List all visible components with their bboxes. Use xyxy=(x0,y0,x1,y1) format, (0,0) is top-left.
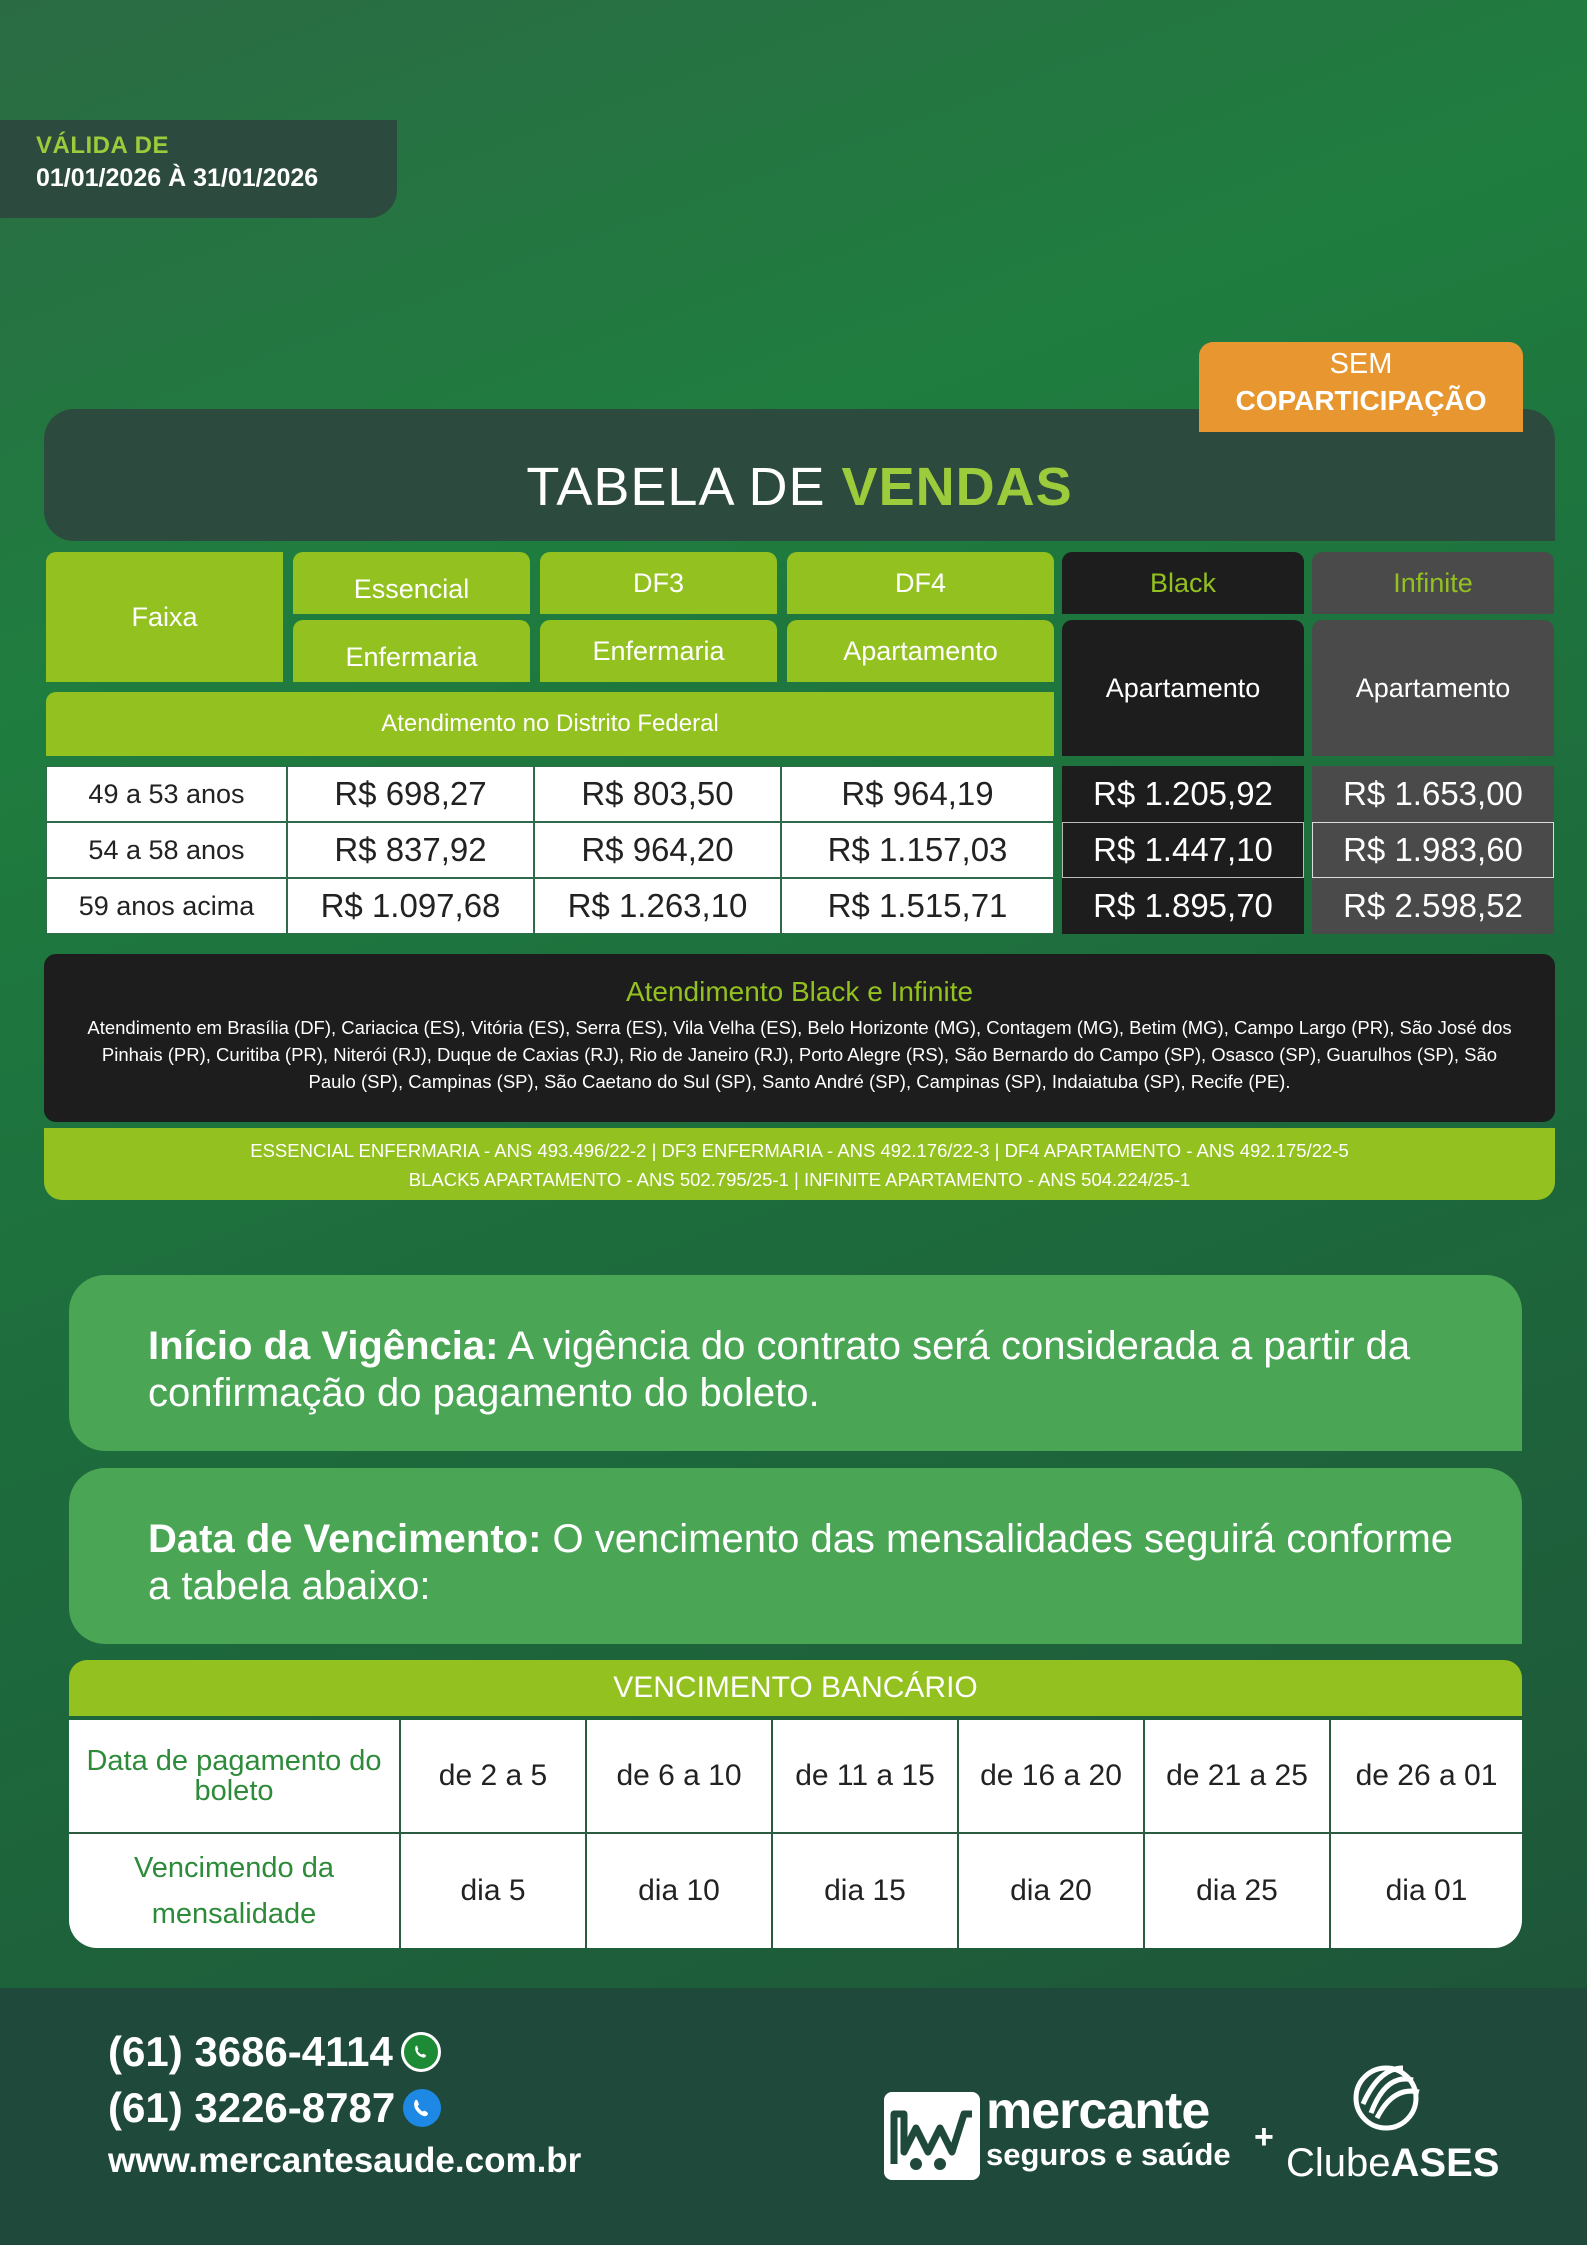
clube-ases-name xyxy=(1286,2141,1500,2186)
row2-essencial: R$ 837,92 xyxy=(287,822,534,878)
row3-black: R$ 1.895,70 xyxy=(1062,878,1304,934)
mercante-logo-icon xyxy=(884,2092,980,2180)
title-highlight: VENDAS xyxy=(841,457,1073,517)
plan-essencial-name: Essencial xyxy=(293,552,530,614)
venc-row1-label: Data de pagamento do boleto xyxy=(69,1720,401,1834)
plan-df3-name: DF3 xyxy=(540,552,777,614)
due-day-cell: dia 5 xyxy=(401,1834,587,1948)
vigencia-label: Início da Vigência: xyxy=(148,1324,499,1368)
black-infinite-heading: Atendimento Black e Infinite xyxy=(625,976,974,1007)
phone-landline-row[interactable] xyxy=(108,2080,581,2136)
black-infinite-cities: Atendimento em Brasília (DF), Cariacica (ES), Vitória (ES), Serra (ES), Vila Velha (ES), Belo Horizonte (MG), Contagem (MG), Betim (MG), Campo Largo (PR), São José dos Pinhais (PR), Curitiba (PR), Niterói (RJ), Duque de Caxias (RJ), Rio de Janeiro (RJ), Porto Alegre (RS), São Bernardo do Campo (SP), Osasco (SP), Guarulhos (SP), São Paulo (SP), Campinas (SP), São Caetano do Sul (SP), Santo André (SP), Campinas (SP), Indaiatuba (SP), Recife (PE). xyxy=(87,1017,1512,1092)
venc-row2-label: Vencimendo da mensalidade xyxy=(69,1834,401,1948)
payment-range-cell: de 26 a 01 xyxy=(1331,1720,1522,1834)
region-note: Atendimento no Distrito Federal xyxy=(46,692,1054,756)
whatsapp-icon xyxy=(401,2032,441,2072)
plan-df4-accommodation: Apartamento xyxy=(787,620,1054,682)
row3-infinite: R$ 2.598,52 xyxy=(1312,878,1554,934)
plan-essencial-accommodation: Enfermaria xyxy=(293,620,530,682)
row3-df3: R$ 1.263,10 xyxy=(534,878,781,934)
vencimento-label: Data de Vencimento: xyxy=(148,1517,542,1561)
payment-range-cell: de 11 a 15 xyxy=(773,1720,959,1834)
vigencia-box xyxy=(69,1275,1522,1451)
contact-block xyxy=(108,2024,581,2186)
row1-age: 49 a 53 anos xyxy=(46,766,287,822)
payment-range-cell: de 16 a 20 xyxy=(959,1720,1145,1834)
validity-dates: 01/01/2026 À 31/01/2026 xyxy=(36,164,319,192)
row2-df3: R$ 964,20 xyxy=(534,822,781,878)
due-day-cell: dia 10 xyxy=(587,1834,773,1948)
plan-df4-name: DF4 xyxy=(787,552,1054,614)
row2-df4: R$ 1.157,03 xyxy=(781,822,1054,878)
website-link[interactable]: www.mercantesaude.com.br xyxy=(108,2141,582,2180)
mercante-logo-text xyxy=(986,2084,1231,2172)
row2-black: R$ 1.447,10 xyxy=(1062,822,1304,878)
validity-tag xyxy=(0,120,397,218)
row3-age: 59 anos acima xyxy=(46,878,287,934)
phone1[interactable]: (61) 3686-4114 xyxy=(108,2028,393,2075)
vencimento-text: O vencimento das mensalidades seguirá conforme a tabela abaixo: xyxy=(148,1517,1454,1608)
payment-range-cell: de 21 a 25 xyxy=(1145,1720,1331,1834)
badge-line2: COPARTICIPAÇÃO xyxy=(1235,385,1487,416)
ases-word: ASES xyxy=(1390,2141,1500,2185)
plan-infinite-name: Infinite xyxy=(1312,552,1554,614)
payment-range-cell: de 2 a 5 xyxy=(401,1720,587,1834)
plan-black-accommodation: Apartamento xyxy=(1062,620,1304,756)
clube-ases-logo xyxy=(1286,2058,1500,2188)
row1-df4: R$ 964,19 xyxy=(781,766,1054,822)
no-copay-badge xyxy=(1199,342,1523,432)
vencimento-box xyxy=(69,1468,1522,1644)
title-prefix: TABELA DE xyxy=(526,457,826,517)
row3-essencial: R$ 1.097,68 xyxy=(287,878,534,934)
row1-df3: R$ 803,50 xyxy=(534,766,781,822)
plan-df3-accommodation: Enfermaria xyxy=(540,620,777,682)
due-day-cell: dia 15 xyxy=(773,1834,959,1948)
row3-df4: R$ 1.515,71 xyxy=(781,878,1054,934)
venc-table-title: VENCIMENTO BANCÁRIO xyxy=(69,1660,1522,1716)
payment-range-cell: de 6 a 10 xyxy=(587,1720,773,1834)
mercante-name: mercante xyxy=(986,2082,1210,2140)
row1-essencial: R$ 698,27 xyxy=(287,766,534,822)
vigencia-text: A vigência do contrato será considerada a partir da confirmação do pagamento do boleto. xyxy=(148,1324,1411,1415)
plan-black-name: Black xyxy=(1062,552,1304,614)
phone-icon xyxy=(403,2089,441,2127)
row2-infinite: R$ 1.983,60 xyxy=(1312,822,1554,878)
mercante-subtitle: seguros e saúde xyxy=(986,2137,1231,2172)
clube-word: Clube xyxy=(1286,2141,1391,2185)
faixa-header: Faixa xyxy=(46,552,283,682)
ans-line2: BLACK5 APARTAMENTO - ANS 502.795/25-1 | INFINITE APARTAMENTO - ANS 504.224/25-1 xyxy=(408,1169,1191,1190)
row1-black: R$ 1.205,92 xyxy=(1062,766,1304,822)
validity-label: VÁLIDA DE xyxy=(36,132,169,159)
brand-plus: + xyxy=(1254,2118,1274,2156)
ans-registry-panel xyxy=(44,1128,1555,1200)
page-title xyxy=(526,456,1072,518)
venc-table xyxy=(69,1720,1522,1948)
phone2[interactable]: (61) 3226-8787 xyxy=(108,2084,396,2131)
due-day-cell: dia 20 xyxy=(959,1834,1145,1948)
black-infinite-panel xyxy=(44,954,1555,1122)
row2-age: 54 a 58 anos xyxy=(46,822,287,878)
row1-infinite: R$ 1.653,00 xyxy=(1312,766,1554,822)
plan-infinite-accommodation: Apartamento xyxy=(1312,620,1554,756)
badge-line1: SEM xyxy=(1329,348,1393,380)
due-day-cell: dia 25 xyxy=(1145,1834,1331,1948)
due-day-cell: dia 01 xyxy=(1385,1874,1468,1907)
ans-line1: ESSENCIAL ENFERMARIA - ANS 493.496/22-2 | DF3 ENFERMARIA - ANS 492.176/22-3 | DF4 APARTAMENTO - ANS 492.175/22-5 xyxy=(250,1140,1349,1161)
clube-ases-emblem-icon xyxy=(1341,2058,1431,2134)
phone-whatsapp-row[interactable] xyxy=(108,2024,581,2080)
